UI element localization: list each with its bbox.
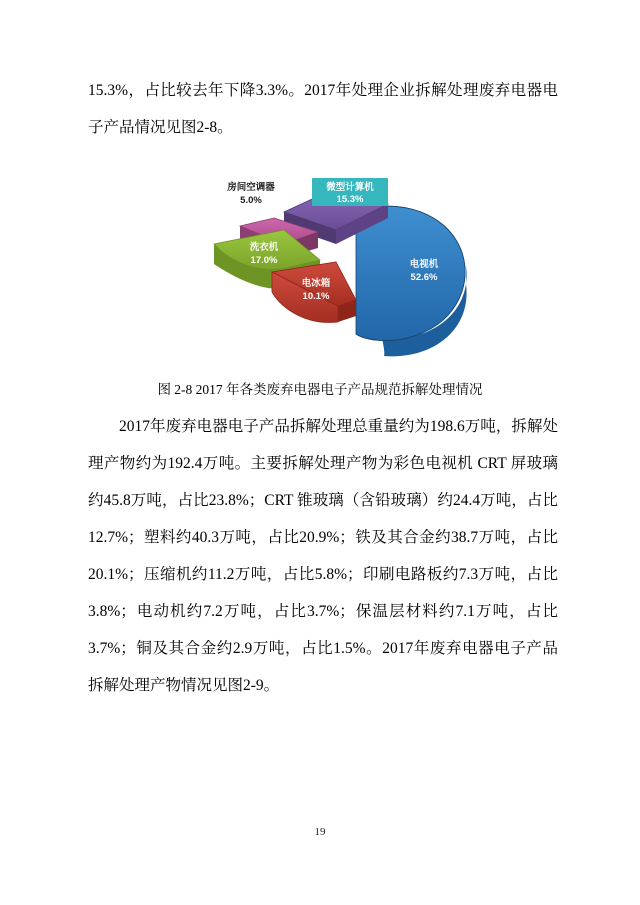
pie-slice-fridge bbox=[272, 262, 356, 322]
pie-label-washer-name: 洗衣机 bbox=[249, 242, 279, 253]
paragraph-top-text: 15.3%，占比较去年下降3.3%。2017年处理企业拆解处理废弃电器电子产品情况见图2-8。 bbox=[88, 82, 558, 136]
pie-label-aircon-name: 房间空调器 bbox=[227, 182, 275, 193]
paragraph-bottom-text: 2017年废弃电器电子产品拆解处理总重量约为198.6万吨，拆解处理产物约为192.4万吨。主要拆解处理产物为彩色电视机 CRT 屏玻璃约45.8万吨，占比23.8%；CRT 锥玻璃（含铅玻璃）约24.4万吨，占比12.7%；塑料约40.3万吨，占比20.9%；铁及其合金约38.7万吨，占比20.1%；压缩机约11.2万吨，占比5.8%；印刷电路板约7.3万吨，占比3.8%；电动机约7.2万吨，占比3.7%；保温层材料约7.1万吨，占比3.7%；铜及其合金约2.9万吨，占比1.5%。2017年废弃电器电子产品拆解处理产物情况见图2-9。 bbox=[88, 418, 558, 694]
figure-caption: 图 2-8 2017 年各类废弃电器电子产品规范拆解处理情况 bbox=[157, 382, 483, 397]
pie-chart-figure bbox=[88, 160, 558, 360]
pie-label-computer bbox=[312, 178, 388, 206]
page-number: 19 bbox=[314, 826, 326, 838]
pie-label-computer-name: 微型计算机 bbox=[326, 182, 374, 193]
paragraph-bottom bbox=[88, 408, 558, 704]
pie-label-aircon bbox=[226, 181, 275, 206]
pie-label-fridge-name: 电冰箱 bbox=[301, 278, 331, 289]
pie-label-fridge-value: 10.1% bbox=[302, 291, 330, 302]
pie-label-computer-value: 15.3% bbox=[336, 194, 364, 205]
pie-slice-tv bbox=[356, 206, 467, 356]
pie-label-aircon-value: 5.0% bbox=[240, 195, 262, 206]
pie-label-washer-value: 17.0% bbox=[250, 255, 278, 266]
pie-chart-svg bbox=[88, 160, 558, 360]
pie-label-tv-name: 电视机 bbox=[409, 259, 439, 270]
paragraph-top bbox=[88, 72, 558, 146]
pie-label-tv-value: 52.6% bbox=[410, 272, 438, 283]
